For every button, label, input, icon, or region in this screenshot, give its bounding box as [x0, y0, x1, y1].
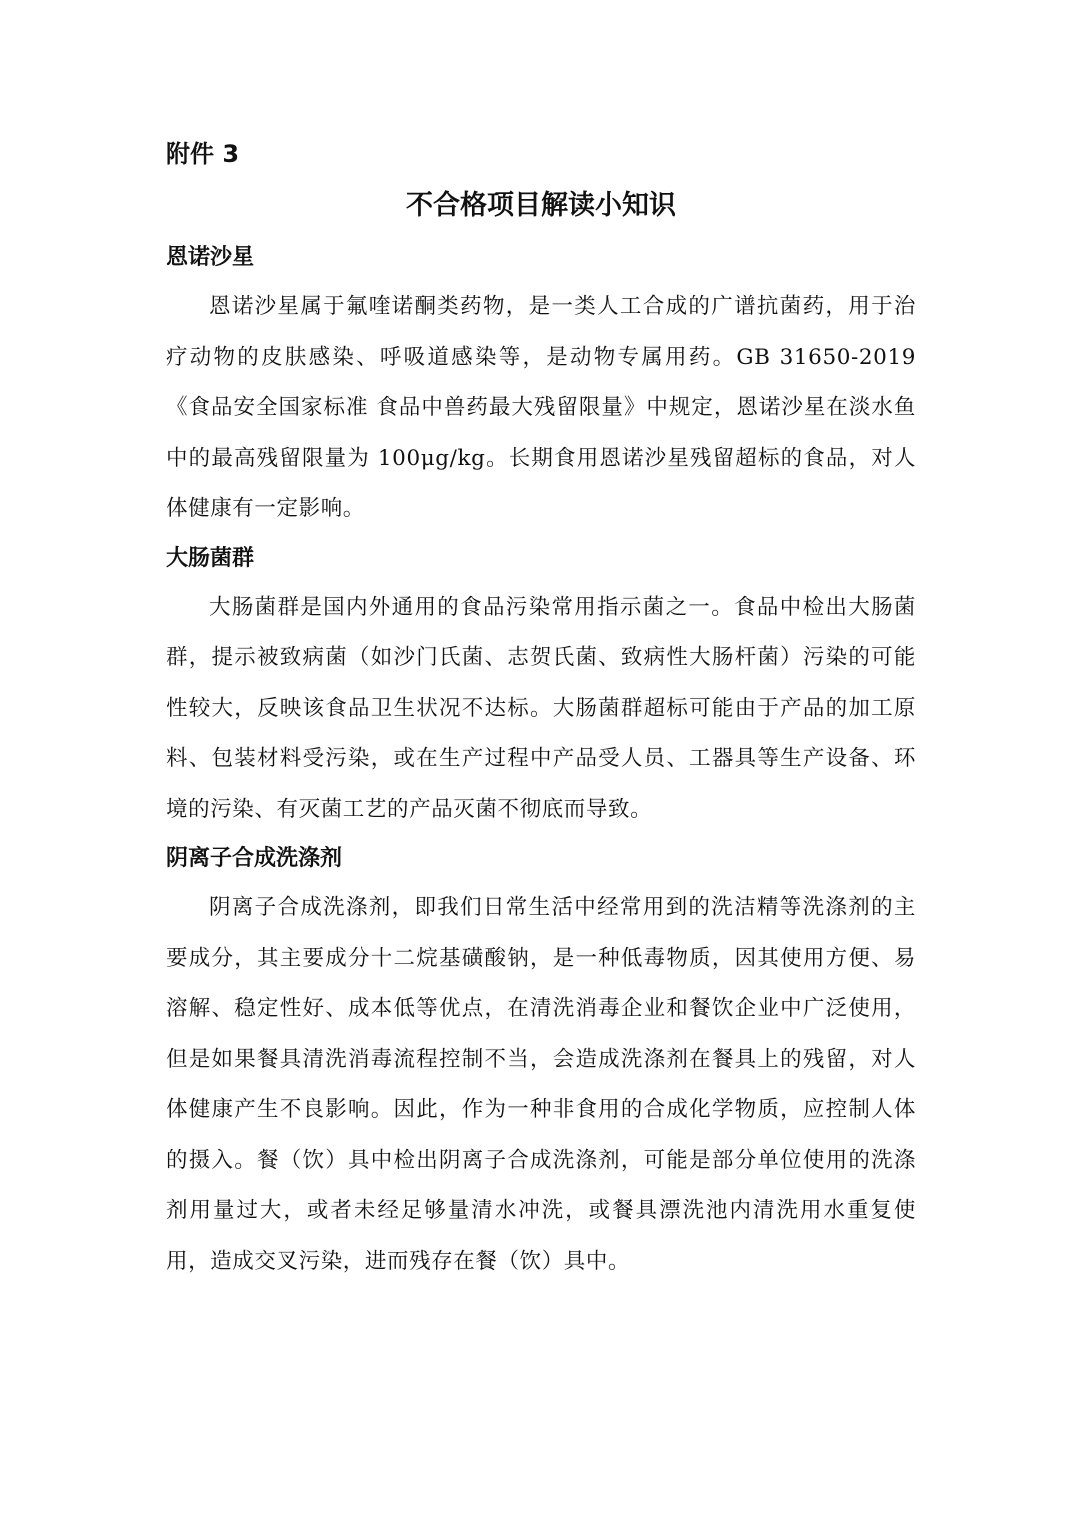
section-heading: 恩诺沙星	[166, 245, 255, 270]
section-body: 大肠菌群是国内外通用的食品污染常用指示菌之一。食品中检出大肠菌群，提示被致病菌（如沙门氏菌、志贺氏菌、致病性大肠杆菌）污染的可能性较大，反映该食品卫生状况不达标。大肠菌群超标可能由于产品的加工原料、包装材料受污染，或在生产过程中产品受人员、工器具等生产设备、环境的污染、有灭菌工艺的产品灭菌不彻底而导致。	[166, 594, 916, 822]
document-content	[166, 134, 916, 1287]
section-coliform	[166, 535, 916, 836]
section-body: 阴离子合成洗涤剂，即我们日常生活中经常用到的洗洁精等洗涤剂的主要成分，其主要成分十二烷基磺酸钠，是一种低毒物质，因其使用方便、易溶解、稳定性好、成本低等优点，在清洗消毒企业和餐饮企业中广泛使用，但是如果餐具清洗消毒流程控制不当，会造成洗涤剂在餐具上的残留，对人体健康产生不良影响。因此，作为一种非食用的合成化学物质，应控制人体的摄入。餐（饮）具中检出阴离子合成洗涤剂，可能是部分单位使用的洗涤剂用量过大，或者未经足够量清水冲洗，或餐具漂洗池内清洗用水重复使用，造成交叉污染，进而残存在餐（饮）具中。	[166, 895, 916, 1274]
attachment-label: 附件 3	[166, 140, 240, 168]
section-heading: 大肠菌群	[166, 545, 255, 571]
section-enrofloxacin	[166, 234, 916, 535]
section-body: 恩诺沙星属于氟喹诺酮类药物，是一类人工合成的广谱抗菌药，用于治疗动物的皮肤感染、呼吸道感染等，是动物专属用药。GB 31650-2019《食品安全国家标准 食品中兽药最大残留限量》中规定，恩诺沙星在淡水鱼中的最高残留限量为 100μg/kg。长期食用恩诺沙星残留超标的食品，对人体健康有一定影响。	[166, 294, 916, 521]
document-title: 不合格项目解读小知识	[406, 190, 676, 221]
section-heading: 阴离子合成洗涤剂	[166, 846, 343, 871]
section-anionic-detergent	[166, 835, 916, 1287]
